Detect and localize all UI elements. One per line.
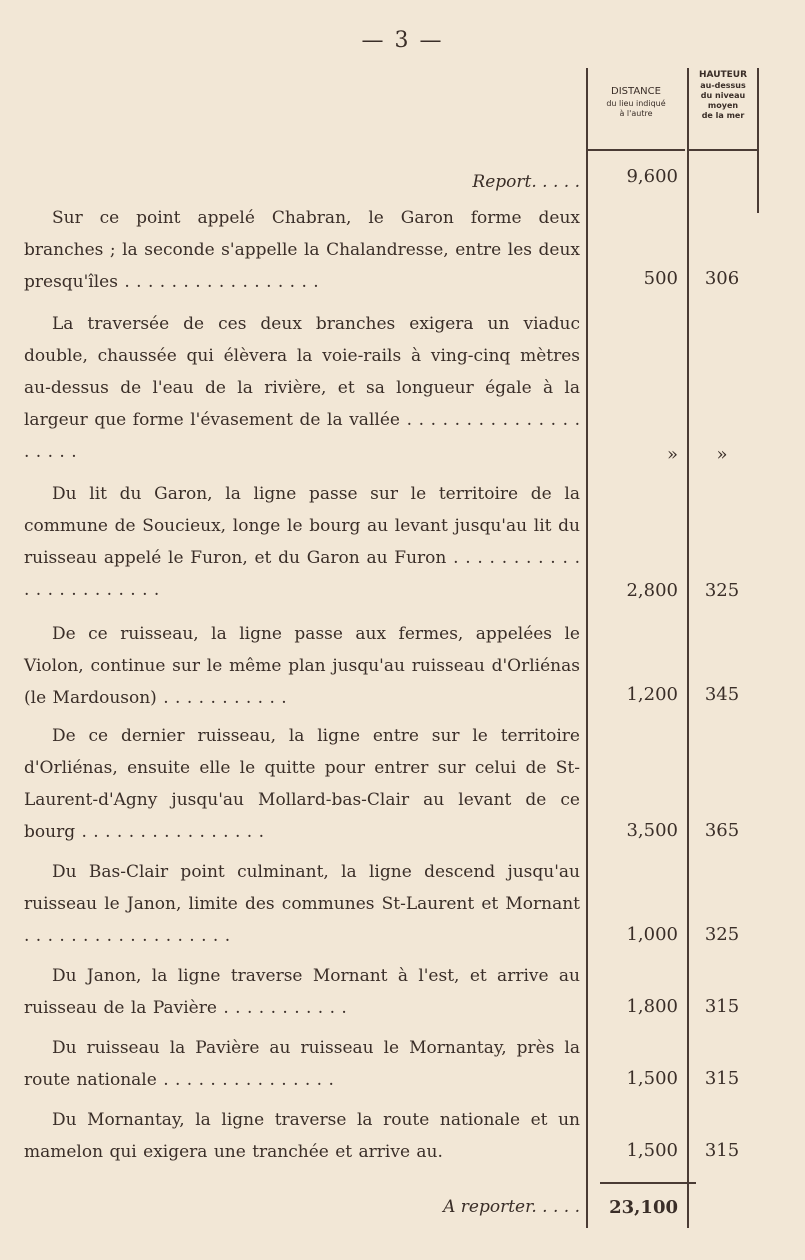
paragraph-5 <box>24 720 580 848</box>
row-8-hauteur: 315 <box>704 1068 740 1089</box>
row-3-hauteur: 325 <box>704 580 740 601</box>
paragraph-1 <box>24 202 580 298</box>
row-2-hauteur: » <box>716 444 728 465</box>
distance-column-header <box>588 86 684 119</box>
paragraph-3-leader: . . . . . . . . . . . . . . . . . . . . . . . <box>24 548 580 600</box>
header-rule-distance <box>588 149 685 151</box>
row-8-distance: 1,500 <box>626 1068 678 1089</box>
paragraph-6-leader: . . . . . . . . . . . . . . . . . . <box>24 926 231 946</box>
paragraph-3 <box>24 478 580 606</box>
hauteur-title: HAUTEUR <box>698 70 748 80</box>
paragraph-7 <box>24 960 580 1024</box>
paragraph-4-leader: . . . . . . . . . . . <box>163 688 287 708</box>
paragraph-2-text: La traversée de ces deux branches exigera un viaduc double, chaussée qui élèvera la voie-rails à ving-cinq mètres au-dessus de l'eau de la rivière, et sa longueur égale à la largeur que forme l'évasement de la vallée <box>24 314 580 430</box>
distance-title: DISTANCE <box>611 86 661 97</box>
row-6-hauteur: 325 <box>704 924 740 945</box>
paragraph-2-leader: . . . . . . . . . . . . . . . . . . . . <box>24 410 581 462</box>
paragraph-5-leader: . . . . . . . . . . . . . . . . <box>81 822 265 842</box>
rule-mid <box>687 68 689 1228</box>
row-7-distance: 1,800 <box>626 996 678 1017</box>
paragraph-8 <box>24 1032 580 1096</box>
rule-right-hauteur <box>757 68 759 213</box>
row-9-hauteur: 315 <box>704 1140 740 1161</box>
row-5-distance: 3,500 <box>626 820 678 841</box>
total-distance: 23,100 <box>609 1197 678 1218</box>
hauteur-sub3: moyen <box>707 101 739 111</box>
row-3-distance: 2,800 <box>626 580 678 601</box>
paragraph-8-text: Du ruisseau la Pavière au ruisseau le Mornantay, près la route nationale <box>24 1038 580 1090</box>
paragraph-1-text: Sur ce point appelé Chabran, le Garon forme deux branches ; la seconde s'appelle la Chalandresse, entre les deux presqu'îles <box>24 208 580 292</box>
row-7-hauteur: 315 <box>704 996 740 1017</box>
total-label: A reporter. . . . . <box>443 1197 580 1217</box>
report-label: Report. . . . . <box>472 172 580 192</box>
distance-sub2: à l'autre <box>619 108 653 118</box>
rule-left-distance <box>586 68 588 1228</box>
hauteur-sub2: du niveau <box>700 91 746 101</box>
paragraph-8-leader: . . . . . . . . . . . . . . . <box>163 1070 334 1090</box>
header-rule-hauteur <box>689 149 757 151</box>
row-5-hauteur: 365 <box>704 820 740 841</box>
paragraph-1-leader: . . . . . . . . . . . . . . . . . <box>124 272 319 292</box>
paragraph-6 <box>24 856 580 952</box>
total-rule <box>600 1182 696 1184</box>
page-number: — 3 — <box>361 28 444 53</box>
paragraph-4 <box>24 618 580 714</box>
paragraph-7-leader: . . . . . . . . . . . <box>223 998 347 1018</box>
hauteur-sub1: au-dessus <box>700 81 746 91</box>
row-9-distance: 1,500 <box>626 1140 678 1161</box>
paragraph-2 <box>24 308 580 468</box>
distance-sub1: du lieu indiqué <box>606 98 666 108</box>
row-1-hauteur: 306 <box>704 268 740 289</box>
hauteur-column-header <box>689 70 757 121</box>
row-4-distance: 1,200 <box>626 684 678 705</box>
row-4-hauteur: 345 <box>704 684 740 705</box>
paragraph-5-text: De ce dernier ruisseau, la ligne entre sur le territoire d'Orliénas, ensuite elle le quitte pour entrer sur celui de St-Laurent-d'Agny jusqu'au Mollard-bas-Clair au levant de ce bourg <box>24 726 580 842</box>
paragraph-9 <box>24 1104 580 1168</box>
row-6-distance: 1,000 <box>626 924 678 945</box>
row-2-distance: » <box>666 444 678 465</box>
row-1-distance: 500 <box>643 268 678 289</box>
hauteur-sub4: de la mer <box>701 111 745 121</box>
paragraph-7-text: Du Janon, la ligne traverse Mornant à l'est, et arrive au ruisseau de la Pavière <box>24 966 580 1018</box>
paragraph-3-text: Du lit du Garon, la ligne passe sur le territoire de la commune de Soucieux, longe le bourg au levant jusqu'au lit du ruisseau appelé le Furon, et du Garon au Furon <box>24 484 580 568</box>
report-distance: 9,600 <box>626 166 678 187</box>
paragraph-9-text: Du Mornantay, la ligne traverse la route nationale et un mamelon qui exigera une tranchée et arrive au. <box>24 1110 580 1162</box>
paragraph-4-text: De ce ruisseau, la ligne passe aux fermes, appelées le Violon, continue sur le même plan jusqu'au ruisseau d'Orliénas (le Mardouson) <box>24 624 580 708</box>
paragraph-6-text: Du Bas-Clair point culminant, la ligne descend jusqu'au ruisseau le Janon, limite des communes St-Laurent et Mornant <box>24 862 580 914</box>
